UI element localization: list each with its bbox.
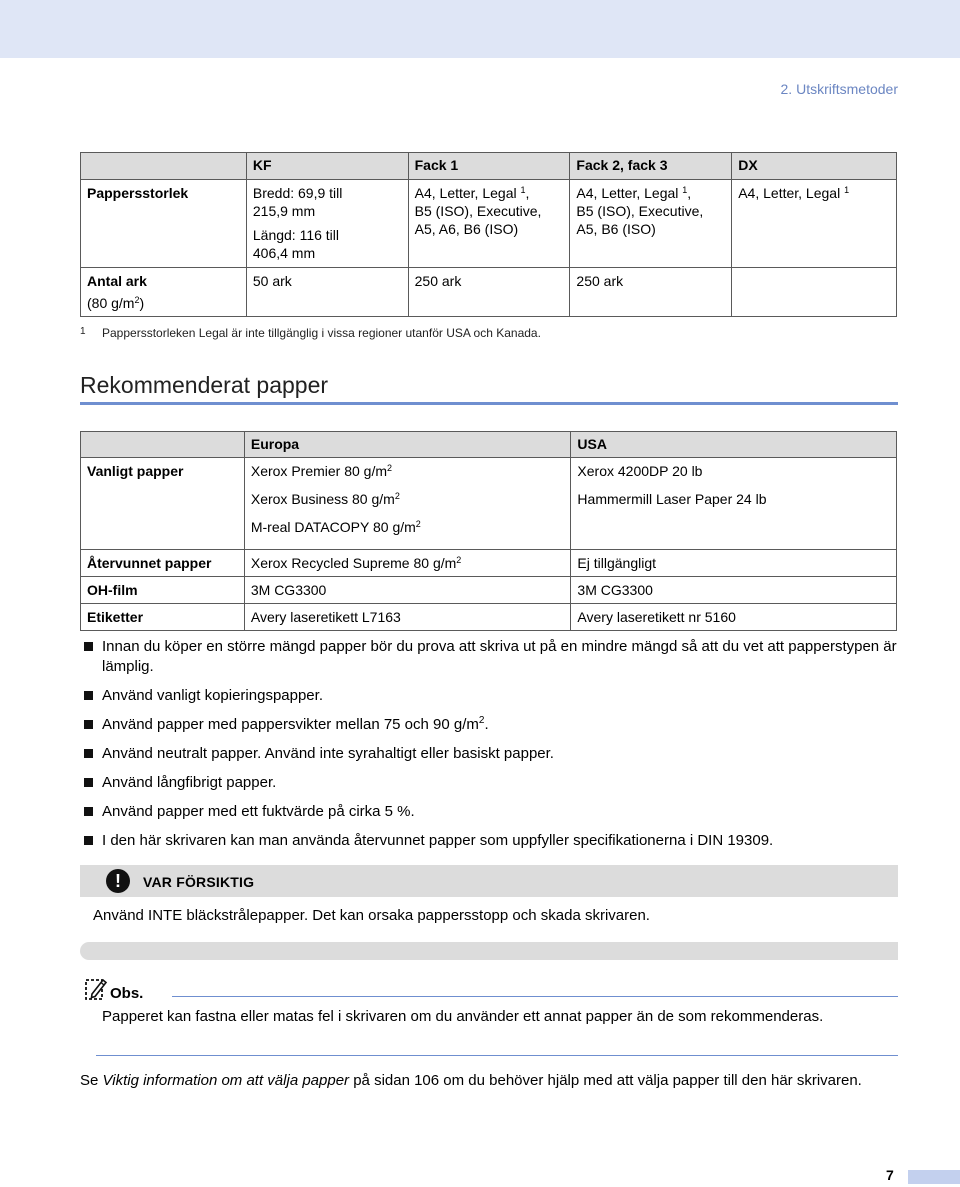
superscript-2: 2 [134, 295, 140, 305]
cell-labels-usa: Avery laseretikett nr 5160 [571, 604, 897, 631]
cell-plain-europe [244, 458, 571, 550]
list-item [84, 744, 898, 764]
note-title: Obs. [110, 985, 144, 1002]
bullet-text-3: Använd papper med pappersvikter mellan 75 och 90 g/m [102, 716, 479, 733]
row-label-labels: Etiketter [81, 604, 245, 631]
header-dx: DX [732, 153, 897, 180]
header-usa: USA [571, 432, 897, 458]
bullet-text-3-tail: . [484, 716, 489, 733]
cell-fack1-sheets: 250 ark [408, 268, 570, 317]
see-also-post: på sidan 106 om du behöver hjälp med att välja papper till den här skrivaren. [349, 1072, 862, 1089]
plain-us-1: Xerox 4200DP 20 lb [577, 463, 703, 479]
caution-title: VAR FÖRSIKTIG [143, 874, 255, 890]
bullet-square-icon [84, 749, 93, 758]
bullet-text-1: Innan du köper en större mängd papper bör du prova att skriva ut på en mindre mängd så att du vet att papperstypen är lämplig. [102, 638, 897, 675]
bullet-square-icon [84, 642, 93, 651]
sheets-label-tail: ) [139, 295, 145, 311]
fack1-size-line1: A4, Letter, Legal [414, 185, 517, 201]
row-label-papersize: Pappersstorlek [81, 180, 247, 268]
superscript-2: 2 [478, 715, 485, 726]
footnote-ref: 1 [844, 185, 850, 195]
superscript-2: 2 [387, 463, 393, 473]
page-number-bar [908, 1170, 960, 1184]
plain-us-2: Hammermill Laser Paper 24 lb [577, 491, 767, 507]
section-title: Rekommenderat papper [80, 372, 329, 398]
cell-fack23-sheets: 250 ark [570, 268, 732, 317]
row-label-plain: Vanligt papper [81, 458, 245, 550]
cell-oh-usa: 3M CG3300 [571, 577, 897, 604]
table-header-row [81, 153, 897, 180]
see-also-pre: Se [80, 1072, 103, 1089]
cell-kf-sheets: 50 ark [246, 268, 408, 317]
exclamation-icon: ! [106, 869, 130, 893]
footnote-ref: 1 [682, 185, 688, 195]
list-item [84, 773, 898, 793]
cell-oh-europe: 3M CG3300 [244, 577, 571, 604]
bullet-text-6: Använd papper med ett fuktvärde på cirka 5 %. [102, 803, 415, 820]
sheets-label-line1: Antal ark [87, 273, 147, 289]
row-label-sheets [81, 268, 247, 317]
paper-capacity-table [80, 152, 897, 317]
fack1-size-comma: , [525, 185, 530, 201]
note-text: Papperet kan fastna eller matas fel i skrivaren om du använder ett annat papper än de som rekommenderas. [102, 1008, 824, 1025]
top-band [0, 0, 960, 58]
plain-eu-1: Xerox Premier 80 g/m [250, 463, 388, 479]
cell-fack23-size [570, 180, 732, 268]
row-label-oh: OH-film [81, 577, 245, 604]
note-bottom-rule [96, 1055, 898, 1056]
section-rule [80, 402, 898, 405]
caution-text: Använd INTE bläckstrålepapper. Det kan orsaka pappersstopp och skada skrivaren. [93, 907, 650, 924]
table-row [81, 458, 897, 550]
bullet-square-icon [84, 720, 93, 729]
table-header-row [81, 432, 897, 458]
fack23-size-line2: B5 (ISO), Executive, [576, 203, 704, 219]
cell-kf-size [246, 180, 408, 268]
list-item [84, 686, 898, 706]
footnote [80, 326, 541, 340]
cell-recycled-europe [244, 550, 571, 577]
kf-width-line1: Bredd: 69,9 till [252, 185, 343, 201]
row-label-recycled: Återvunnet papper [81, 550, 245, 577]
recommended-paper-table [80, 431, 897, 631]
table-row [81, 268, 897, 317]
bullet-square-icon [84, 836, 93, 845]
bullet-square-icon [84, 778, 93, 787]
superscript-2: 2 [456, 555, 462, 565]
cell-dx-size [732, 180, 897, 268]
kf-length-line2: 406,4 mm [252, 245, 316, 261]
cell-labels-europe: Avery laseretikett L7163 [244, 604, 571, 631]
chapter-header: 2. Utskriftsmetoder [780, 81, 898, 97]
bullet-text-4: Använd neutralt papper. Använd inte syrahaltigt eller basiskt papper. [102, 745, 554, 762]
dx-size: A4, Letter, Legal [738, 185, 841, 201]
see-also-link[interactable]: Viktig information om att välja papper [102, 1072, 350, 1089]
header-empty [81, 432, 245, 458]
bullet-text-2: Använd vanligt kopieringspapper. [102, 687, 323, 704]
header-fack1: Fack 1 [408, 153, 570, 180]
note-title-rule [172, 996, 898, 997]
kf-length-line1: Längd: 116 till [252, 227, 340, 243]
header-empty [81, 153, 247, 180]
plain-eu-3: M-real DATACOPY 80 g/m [250, 519, 416, 535]
see-also-paragraph [80, 1070, 910, 1091]
footnote-text: Pappersstorleken Legal är inte tillgänglig i vissa regioner utanför USA och Kanada. [102, 326, 541, 340]
sheets-label-line2: (80 g/m [87, 295, 135, 311]
bullet-square-icon [84, 691, 93, 700]
caution-bottom-bar [80, 942, 898, 960]
table-row [81, 180, 897, 268]
cell-plain-usa [571, 458, 897, 550]
list-item [84, 715, 898, 735]
note-pencil-icon [83, 976, 109, 1002]
superscript-2: 2 [415, 519, 421, 529]
cell-fack1-size [408, 180, 570, 268]
bullet-text-7: I den här skrivaren kan man använda återvunnet papper som uppfyller specifikationerna i DIN 19309. [102, 832, 774, 849]
bullet-square-icon [84, 807, 93, 816]
plain-eu-2: Xerox Business 80 g/m [250, 491, 395, 507]
fack23-size-line3: A5, B6 (ISO) [576, 221, 656, 237]
header-fack23: Fack 2, fack 3 [570, 153, 732, 180]
table-row [81, 550, 897, 577]
table-row [81, 604, 897, 631]
fack23-size-line1: A4, Letter, Legal [576, 185, 679, 201]
page-number: 7 [886, 1167, 894, 1183]
recommendation-list [84, 637, 898, 860]
fack1-size-line3: A5, A6, B6 (ISO) [414, 221, 519, 237]
kf-width-line2: 215,9 mm [252, 203, 316, 219]
bullet-text-5: Använd långfibrigt papper. [102, 774, 277, 791]
fack1-size-line2: B5 (ISO), Executive, [414, 203, 542, 219]
recycled-eu: Xerox Recycled Supreme 80 g/m [250, 555, 457, 571]
list-item [84, 831, 898, 851]
footnote-marker: 1 [80, 326, 86, 337]
list-item [84, 802, 898, 822]
cell-recycled-usa: Ej tillgängligt [571, 550, 897, 577]
table-row [81, 577, 897, 604]
footnote-ref: 1 [520, 185, 526, 195]
fack23-size-comma: , [687, 185, 692, 201]
superscript-2: 2 [394, 491, 400, 501]
header-kf: KF [246, 153, 408, 180]
cell-dx-sheets [732, 268, 897, 317]
list-item [84, 637, 898, 677]
header-europe: Europa [244, 432, 571, 458]
